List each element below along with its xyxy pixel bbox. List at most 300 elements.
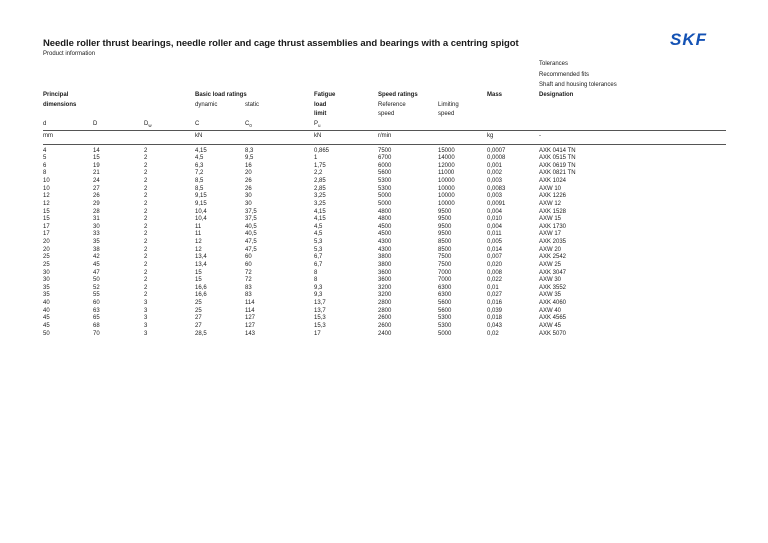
cell-c: 13,4	[195, 254, 207, 261]
cell-c0: 37,5	[245, 208, 257, 215]
cell-c: 25	[195, 307, 202, 314]
related-links	[539, 59, 617, 91]
cell-ref-speed: 3600	[378, 277, 392, 284]
cell-d: 10	[43, 185, 50, 192]
cell-mass: 0,016	[487, 300, 503, 306]
cell-ref-speed: 6700	[378, 155, 392, 162]
cell-designation: AXW 30	[539, 277, 562, 284]
cell-D: 68	[93, 322, 100, 329]
cell-c0: 30	[245, 200, 252, 207]
cell-ref-speed: 5600	[378, 170, 392, 177]
cell-c0: 72	[245, 277, 252, 284]
cell-pu: 8	[314, 277, 318, 284]
symbol-C: C	[195, 120, 200, 127]
cell-pu: 9,3	[314, 284, 323, 291]
header-dimensions: dimensions	[43, 101, 77, 108]
cell-designation: AXW 45	[539, 322, 562, 329]
cell-pu: 13,7	[314, 300, 326, 306]
cell-pu: 5,3	[314, 246, 323, 253]
cell-D: 60	[93, 300, 100, 306]
skf-logo	[670, 31, 722, 47]
cell-lim-speed: 7000	[438, 269, 452, 276]
cell-pu: 3,25	[314, 193, 326, 200]
cell-pu: 3,25	[314, 200, 326, 207]
cell-designation: AXK 0821 TN	[539, 170, 576, 177]
table-row	[0, 315, 639, 323]
cell-lim-speed: 7000	[438, 277, 452, 284]
page-title: Needle roller thrust bearings, needle roller and cage thrust assemblies and bearings with a centring spigot	[43, 38, 519, 49]
cell-pu: 1	[314, 155, 318, 162]
header-fatigue: Fatigue	[314, 92, 336, 98]
cell-ref-speed: 3800	[378, 254, 392, 261]
cell-ref-speed: 4800	[378, 216, 392, 223]
cell-c: 27	[195, 315, 202, 322]
header-principal: Principal	[43, 92, 69, 98]
unit-rpm: r/min	[378, 132, 392, 139]
cell-c0: 114	[245, 307, 255, 314]
cell-D: 24	[93, 178, 100, 184]
cell-designation: AXW 35	[539, 292, 562, 299]
cell-c: 10,4	[195, 208, 207, 215]
cell-D: 52	[93, 284, 100, 291]
cell-pu: 4,5	[314, 231, 323, 238]
cell-mass: 0,01	[487, 284, 499, 291]
cell-D: 50	[93, 277, 100, 284]
header-designation: Designation	[539, 92, 574, 98]
cell-D: 14	[93, 147, 100, 154]
cell-dw: 2	[144, 185, 148, 192]
cell-d: 50	[43, 330, 50, 337]
cell-c0: 8,3	[245, 147, 254, 154]
cell-dw: 2	[144, 231, 148, 238]
cell-pu: 0,865	[314, 147, 330, 154]
cell-pu: 2,85	[314, 185, 326, 192]
cell-designation: AXK 3552	[539, 284, 567, 291]
bearing-data-table	[0, 148, 639, 339]
cell-designation: AXW 25	[539, 261, 562, 268]
unit-kn-fatigue: kN	[314, 132, 322, 139]
cell-lim-speed: 5000	[438, 330, 452, 337]
cell-designation: AXK 4565	[539, 315, 567, 322]
cell-pu: 6,7	[314, 261, 323, 268]
cell-c: 11	[195, 223, 202, 230]
table-row	[0, 292, 639, 300]
cell-d: 17	[43, 231, 50, 238]
cell-d: 25	[43, 261, 50, 268]
cell-D: 47	[93, 269, 100, 276]
cell-c0: 40,5	[245, 231, 257, 238]
header-limiting-speed: speed	[438, 111, 455, 117]
cell-designation: AXW 40	[539, 307, 562, 314]
cell-dw: 2	[144, 147, 148, 154]
cell-lim-speed: 8500	[438, 246, 452, 253]
cell-mass: 0,02	[487, 330, 499, 337]
header-reference-speed: speed	[378, 111, 395, 117]
cell-D: 45	[93, 261, 100, 268]
cell-d: 20	[43, 239, 50, 245]
cell-d: 40	[43, 300, 50, 306]
cell-d: 17	[43, 223, 50, 230]
header-load: load	[314, 101, 327, 108]
cell-designation: AXK 1226	[539, 193, 567, 200]
cell-pu: 2,85	[314, 178, 326, 184]
cell-d: 35	[43, 292, 50, 299]
cell-ref-speed: 3600	[378, 269, 392, 276]
cell-designation: AXW 10	[539, 185, 562, 192]
cell-dw: 2	[144, 208, 148, 215]
cell-pu: 15,3	[314, 322, 326, 329]
cell-d: 30	[43, 269, 50, 276]
cell-ref-speed: 2600	[378, 322, 392, 329]
cell-ref-speed: 4300	[378, 239, 392, 245]
cell-c0: 40,5	[245, 223, 257, 230]
header-divider	[43, 130, 726, 131]
cell-D: 31	[93, 216, 100, 223]
cell-lim-speed: 10000	[438, 185, 455, 192]
cell-ref-speed: 4300	[378, 246, 392, 253]
cell-c0: 16	[245, 162, 252, 169]
cell-pu: 4,15	[314, 208, 326, 215]
cell-mass: 0,0091	[487, 200, 506, 207]
cell-c0: 9,5	[245, 155, 254, 162]
cell-D: 70	[93, 330, 100, 337]
table-row	[0, 216, 639, 224]
cell-ref-speed: 6000	[378, 162, 392, 169]
table-row	[0, 277, 639, 285]
cell-mass: 0,014	[487, 246, 503, 253]
cell-lim-speed: 10000	[438, 178, 455, 184]
cell-D: 33	[93, 231, 100, 238]
cell-designation: AXK 1730	[539, 223, 567, 230]
cell-ref-speed: 5000	[378, 200, 392, 207]
cell-ref-speed: 5300	[378, 185, 392, 192]
cell-dw: 2	[144, 155, 148, 162]
cell-dw: 3	[144, 307, 148, 314]
cell-designation: AXK 1024	[539, 178, 567, 184]
table-row	[0, 155, 639, 163]
table-row	[0, 285, 639, 293]
recommended-fits-link[interactable]: Recommended fits	[539, 71, 590, 78]
cell-designation: AXK 5070	[539, 330, 567, 337]
cell-designation: AXK 3047	[539, 269, 567, 276]
shaft-housing-tolerances-link[interactable]: Shaft and housing tolerances	[539, 82, 617, 88]
cell-c: 4,15	[195, 147, 207, 154]
cell-pu: 17	[314, 330, 321, 337]
cell-dw: 3	[144, 315, 148, 322]
cell-lim-speed: 7500	[438, 261, 452, 268]
cell-D: 26	[93, 193, 100, 200]
cell-D: 63	[93, 307, 100, 314]
cell-c: 11	[195, 231, 202, 238]
cell-ref-speed: 2800	[378, 307, 392, 314]
cell-lim-speed: 14000	[438, 155, 455, 162]
symbol-d: d	[43, 120, 47, 127]
cell-mass: 0,022	[487, 277, 503, 284]
cell-dw: 3	[144, 322, 148, 329]
cell-d: 5	[43, 155, 47, 162]
cell-c: 28,5	[195, 330, 207, 337]
table-row	[0, 300, 639, 308]
cell-dw: 2	[144, 170, 148, 177]
cell-d: 10	[43, 178, 50, 184]
cell-designation: AXW 17	[539, 231, 562, 238]
cell-mass: 0,0008	[487, 155, 506, 162]
cell-dw: 2	[144, 216, 148, 223]
cell-pu: 1,75	[314, 162, 326, 169]
table-row	[0, 308, 639, 316]
cell-mass: 0,008	[487, 269, 503, 276]
cell-c0: 30	[245, 193, 252, 200]
cell-ref-speed: 5300	[378, 178, 392, 184]
cell-c0: 72	[245, 269, 252, 276]
cell-d: 6	[43, 162, 47, 169]
table-row	[0, 270, 639, 278]
cell-designation: AXK 4060	[539, 300, 567, 306]
cell-mass: 0,010	[487, 216, 503, 223]
cell-dw: 2	[144, 277, 148, 284]
cell-dw: 2	[144, 254, 148, 261]
cell-c: 15	[195, 277, 202, 284]
cell-ref-speed: 3200	[378, 284, 392, 291]
cell-mass: 0,007	[487, 254, 503, 261]
cell-pu: 8	[314, 269, 318, 276]
cell-mass: 0,002	[487, 170, 503, 177]
cell-lim-speed: 6300	[438, 284, 452, 291]
cell-lim-speed: 10000	[438, 200, 455, 207]
page-subtitle: Product information	[43, 51, 96, 57]
cell-d: 45	[43, 322, 50, 329]
cell-c0: 127	[245, 322, 256, 329]
table-row	[0, 186, 639, 194]
cell-lim-speed: 7500	[438, 254, 452, 261]
cell-lim-speed: 12000	[438, 162, 455, 169]
cell-mass: 0,020	[487, 261, 503, 268]
cell-c0: 143	[245, 330, 256, 337]
cell-D: 28	[93, 208, 100, 215]
table-row	[0, 209, 639, 217]
cell-lim-speed: 9500	[438, 216, 452, 223]
cell-c: 8,5	[195, 178, 204, 184]
cell-mass: 0,0083	[487, 185, 506, 192]
cell-D: 38	[93, 246, 100, 253]
table-row	[0, 331, 639, 339]
cell-c0: 37,5	[245, 216, 257, 223]
cell-ref-speed: 3200	[378, 292, 392, 299]
cell-dw: 2	[144, 261, 148, 268]
cell-designation: AXK 0414 TN	[539, 147, 576, 154]
cell-pu: 15,3	[314, 315, 326, 322]
cell-D: 42	[93, 254, 100, 261]
cell-pu: 2,2	[314, 170, 323, 177]
table-row	[0, 224, 639, 232]
table-row	[0, 201, 639, 209]
cell-c0: 47,5	[245, 246, 257, 253]
cell-d: 15	[43, 216, 50, 223]
cell-lim-speed: 15000	[438, 147, 455, 154]
cell-ref-speed: 5000	[378, 193, 392, 200]
skf-logo-text: SKF	[670, 31, 707, 47]
cell-mass: 0,003	[487, 178, 503, 184]
cell-designation: AXW 12	[539, 200, 562, 207]
cell-lim-speed: 5300	[438, 322, 452, 329]
cell-pu: 4,5	[314, 223, 323, 230]
table-row	[0, 262, 639, 270]
cell-d: 12	[43, 200, 50, 207]
cell-d: 25	[43, 254, 50, 261]
cell-c0: 114	[245, 300, 255, 306]
table-row	[0, 178, 639, 186]
header-dynamic: dynamic	[195, 101, 218, 108]
cell-ref-speed: 3800	[378, 261, 392, 268]
unit-kn-load: kN	[195, 132, 203, 139]
cell-mass: 0,004	[487, 208, 503, 215]
cell-c: 25	[195, 300, 202, 306]
cell-designation: AXK 0619 TN	[539, 162, 576, 169]
cell-lim-speed: 5300	[438, 315, 452, 322]
cell-d: 40	[43, 307, 50, 314]
cell-c: 13,4	[195, 261, 207, 268]
header-static: static	[245, 101, 260, 108]
cell-ref-speed: 7500	[378, 147, 392, 154]
cell-mass: 0,004	[487, 223, 503, 230]
cell-c0: 47,5	[245, 239, 257, 245]
table-row	[0, 193, 639, 201]
table-row	[0, 254, 639, 262]
symbol-D: D	[93, 120, 98, 127]
cell-D: 65	[93, 315, 100, 322]
cell-lim-speed: 9500	[438, 223, 452, 230]
cell-mass: 0,003	[487, 193, 503, 200]
cell-lim-speed: 9500	[438, 231, 452, 238]
unit-mm: mm	[43, 132, 53, 139]
symbol-C0: $C_0$	[245, 120, 252, 128]
cell-c0: 83	[245, 292, 252, 299]
cell-lim-speed: 10000	[438, 193, 455, 200]
header-reference: Reference	[378, 101, 406, 108]
units-divider	[43, 144, 726, 145]
cell-mass: 0,005	[487, 239, 503, 245]
cell-pu: 13,7	[314, 307, 326, 314]
cell-c: 16,6	[195, 292, 207, 299]
header-mass: Mass	[487, 92, 503, 98]
cell-D: 19	[93, 162, 100, 169]
cell-c0: 127	[245, 315, 256, 322]
table-row	[0, 163, 639, 171]
cell-ref-speed: 4800	[378, 208, 392, 215]
header-limit: limit	[314, 111, 327, 117]
cell-ref-speed: 2800	[378, 300, 392, 306]
header-limiting: Limiting	[438, 101, 459, 108]
table-row	[0, 148, 639, 156]
cell-D: 30	[93, 223, 100, 230]
cell-dw: 2	[144, 284, 148, 291]
cell-d: 12	[43, 193, 50, 200]
cell-d: 8	[43, 170, 47, 177]
cell-dw: 2	[144, 239, 148, 245]
cell-c: 8,5	[195, 185, 204, 192]
symbol-Pu: $P_u$	[314, 120, 321, 128]
cell-d: 30	[43, 277, 50, 284]
cell-d: 4	[43, 147, 47, 154]
cell-dw: 2	[144, 246, 148, 253]
cell-lim-speed: 8500	[438, 239, 452, 245]
cell-designation: AXK 2035	[539, 239, 567, 245]
cell-dw: 2	[144, 162, 148, 169]
cell-c: 12	[195, 246, 202, 253]
cell-mass: 0,027	[487, 292, 503, 299]
cell-c: 27	[195, 322, 202, 329]
cell-lim-speed: 5600	[438, 307, 452, 314]
cell-D: 27	[93, 185, 100, 192]
cell-ref-speed: 4500	[378, 223, 392, 230]
cell-c: 12	[195, 239, 202, 245]
cell-D: 21	[93, 170, 100, 177]
cell-ref-speed: 2600	[378, 315, 392, 322]
cell-ref-speed: 2400	[378, 330, 392, 337]
cell-d: 20	[43, 246, 50, 253]
cell-d: 15	[43, 208, 50, 215]
cell-c: 4,5	[195, 155, 204, 162]
cell-mass: 0,001	[487, 162, 503, 169]
cell-c: 15	[195, 269, 202, 276]
cell-designation: AXW 20	[539, 246, 562, 253]
cell-pu: 9,3	[314, 292, 323, 299]
cell-lim-speed: 5600	[438, 300, 452, 306]
cell-mass: 0,011	[487, 231, 502, 238]
cell-dw: 2	[144, 200, 148, 207]
cell-mass: 0,043	[487, 322, 503, 329]
cell-dw: 2	[144, 193, 148, 200]
cell-c: 10,4	[195, 216, 207, 223]
cell-c: 9,15	[195, 193, 207, 200]
cell-c0: 20	[245, 170, 252, 177]
cell-lim-speed: 11000	[438, 170, 455, 177]
table-row	[0, 247, 639, 255]
cell-c: 16,6	[195, 284, 207, 291]
table-row	[0, 231, 639, 239]
cell-dw: 2	[144, 292, 148, 299]
cell-designation: AXK 1528	[539, 208, 567, 215]
cell-dw: 3	[144, 300, 148, 306]
cell-D: 29	[93, 200, 100, 207]
cell-dw: 2	[144, 269, 148, 276]
table-row	[0, 170, 639, 178]
table-row	[0, 323, 639, 331]
cell-mass: 0,039	[487, 307, 503, 314]
cell-dw: 3	[144, 330, 148, 337]
cell-c0: 60	[245, 261, 252, 268]
cell-c: 6,3	[195, 162, 204, 169]
cell-pu: 4,15	[314, 216, 326, 223]
table-row	[0, 239, 639, 247]
cell-mass: 0,0007	[487, 147, 506, 154]
cell-d: 35	[43, 284, 50, 291]
cell-c0: 26	[245, 178, 252, 184]
cell-c: 7,2	[195, 170, 204, 177]
cell-D: 35	[93, 239, 100, 245]
cell-pu: 6,7	[314, 254, 323, 261]
header-load-ratings: Basic load ratings	[195, 92, 247, 98]
tolerances-link[interactable]: Tolerances	[539, 61, 569, 67]
cell-mass: 0,018	[487, 315, 503, 322]
unit-kg: kg	[487, 132, 494, 139]
cell-c: 9,15	[195, 200, 207, 207]
cell-designation: AXW 15	[539, 216, 562, 223]
cell-c0: 26	[245, 185, 252, 192]
symbol-Dw: $D_w$	[144, 120, 152, 128]
cell-dw: 2	[144, 178, 148, 184]
cell-D: 55	[93, 292, 100, 299]
